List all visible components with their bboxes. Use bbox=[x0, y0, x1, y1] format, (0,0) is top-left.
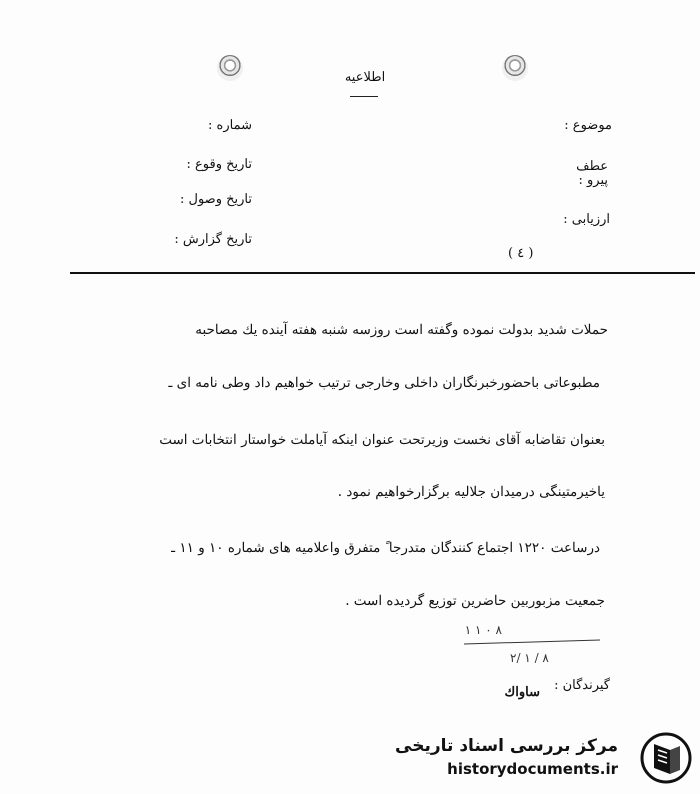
handwritten-strokes-icon bbox=[462, 618, 602, 668]
page-number: ( ٤ ) bbox=[508, 246, 534, 261]
body-line-5: درساعت ۱۲۲۰ اجتماع کنندگان متدرجا ً متفرق واعلامیه های شماره ۱۰ و ۱۱ ـ bbox=[171, 540, 600, 556]
right-emblem-icon bbox=[502, 55, 528, 81]
archive-logo-icon bbox=[640, 732, 692, 784]
occurrence-date-field: تاریخ وقوع : bbox=[186, 157, 252, 172]
body-line-2: مطبوعاتی باحضورخبرنگاران داخلی وخارجی ترتیب خواهیم داد وطی نامه ای ـ bbox=[168, 375, 600, 391]
body-line-3: بعنوان تقاضابه آقای نخست وزیرتحت عنوان اینکه آیاملت خواستار انتخابات است bbox=[159, 432, 605, 448]
watermark-url[interactable]: historydocuments.ir bbox=[447, 760, 618, 778]
recipients-value: ساواك bbox=[504, 685, 540, 700]
document-title: اطلاعیه bbox=[344, 70, 386, 85]
left-emblem-icon bbox=[217, 55, 243, 81]
header-divider bbox=[70, 272, 695, 274]
watermark-title: مرکز بررسی اسناد تاریخی bbox=[395, 736, 618, 756]
report-date-field: تاریخ گزارش : bbox=[174, 232, 252, 247]
handwritten-bottom: ۲/ ۱ / ۸ bbox=[510, 651, 549, 665]
reference-field bbox=[576, 160, 608, 188]
evaluation-field: ارزیابی : bbox=[563, 212, 610, 227]
title-underline bbox=[350, 96, 378, 97]
reference-label: عطف پیرو : bbox=[576, 159, 608, 188]
handwritten-note bbox=[462, 618, 602, 668]
archive-watermark bbox=[395, 720, 700, 794]
body-line-6: جمعیت مزبوربین حاضرین توزیع گردیده است . bbox=[345, 593, 605, 609]
body-line-1: حملات شدید بدولت نموده وگفته است روزسه شنبه هفته آینده یك مصاحبه bbox=[195, 322, 608, 338]
recipients-label: گیرندگان : bbox=[554, 678, 610, 693]
arrival-date-field: تاریخ وصول : bbox=[180, 192, 252, 207]
subject-field: موضوع : bbox=[564, 118, 612, 133]
number-field: شماره : bbox=[208, 118, 252, 133]
handwritten-top: ۸ ۰ ۱ ۱ bbox=[464, 623, 502, 637]
body-line-4: یاخیرمتینگی درمیدان جلالیه برگزارخواهیم نمود . bbox=[337, 484, 605, 500]
